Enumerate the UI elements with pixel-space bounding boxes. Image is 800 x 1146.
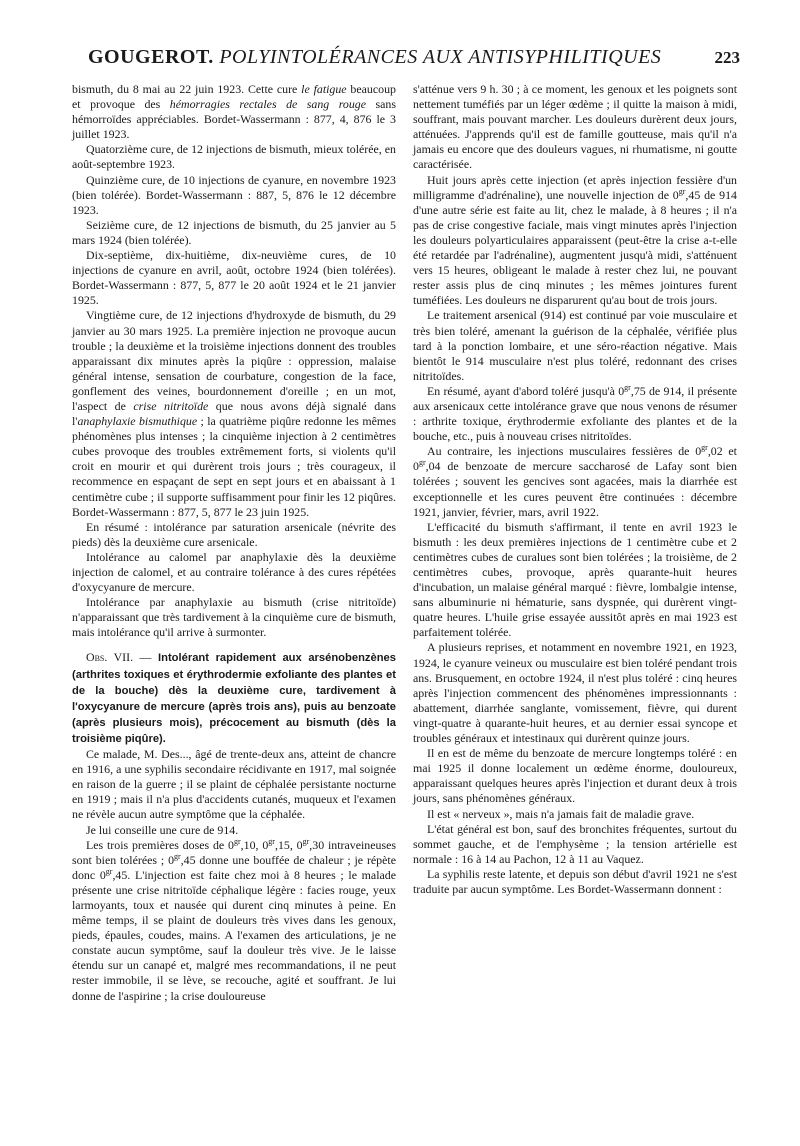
paragraph: L'efficacité du bismuth s'affirmant, il tente en avril 1923 le bismuth : les deux premières injections de 1 centimètre cube et 2 centimètres cubes de curalues sont bien tolérées ; la troisième, de 2 centimètres cubes, provoque, après quarante-huit heures d'incubation, un malaise général marqué : fièvre, lombalgie intense, sans albuminurie ni hématurie, sans dyspnée, qui durèrent vingt-quatre heures. L'huile grise essayée aussitôt après en mai 1923 est parfaitement tolérée. — [413, 519, 737, 640]
paragraph: Seizième cure, de 12 injections de bismuth, du 25 janvier au 5 mars 1924 (bien tolérée). — [72, 217, 396, 247]
paragraph: Intolérance au calomel par anaphylaxie dès la deuxième injection de calomel, et au contraire tolérance à des cures répétées d'oxycyanure de mercure. — [72, 549, 396, 595]
text-run: sans hémorroïdes appréciables. Bordet-Wassermann : 877, 4, 876 le 3 juillet 1923. — [72, 97, 396, 142]
text-run: Vingtième cure, de 12 injections d'hydroxyde de bismuth, du 29 janvier au 30 mars 1925. La première injection ne provoque aucun trouble ; la deuxième et la troisième injections donnent des troubles apparaissant dix minutes après la piqûre : oppression, malaise général intense, sensation de courbature, congestion de la face, gonflement des veines, bourdonnement d'oreille ; en un mot, l'aspect de — [72, 308, 396, 413]
paragraph: Je lui conseille une cure de 914. — [86, 822, 239, 837]
paragraph: Quatorzième cure, de 12 injections de bismuth, mieux tolérée, en août-septembre 1923. — [72, 142, 396, 172]
running-title — [88, 46, 661, 69]
running-header — [88, 40, 740, 76]
paragraph: En résumé, ayant d'abord toléré jusqu'à $0^{gr},75$ de 914, il présente aux arsenicaux cette intolérance grave que nous venons de résumer : arthrite toxique, érythrodermie exfoliante des plantes et de la bouche, etc., puis à nouveau crises nitritoïdes. — [413, 382, 737, 444]
observation-label: Obs. VII. — — [86, 650, 152, 665]
paragraph: En résumé : intolérance par saturation arsenicale (névrite des pieds) dès la deuxième cure arsenicale. — [72, 519, 396, 549]
italic-text: hémorragies rectales de sang rouge — [169, 97, 367, 112]
paragraph: Dix-septième, dix-huitième, dix-neuvième cures, de 10 injections de cyanure en avril, août, octobre 1924 (bien tolérées). Bordet-Wassermann : 877, 5, 877 le 20 août 1924 et le 21 janvier 1925. — [72, 248, 396, 308]
paragraph: L'état général est bon, sauf des bronchites fréquentes, surtout du sommet gauche, et de l'emphysème ; la tension artérielle est normale : 16 à 14 au Pachon, 12 à 11 au Vaquez. — [413, 821, 737, 866]
right-column — [413, 82, 737, 897]
paragraph: La syphilis reste latente, et depuis son début d'avril 1921 ne s'est traduite par aucun symptôme. Les Bordet-Wassermann donnent : — [413, 866, 737, 896]
paragraph — [72, 308, 396, 519]
observation-heading — [72, 650, 396, 747]
text-run: que nous avons déjà signalé dans l' — [72, 398, 396, 429]
italic-text: le fatigue — [301, 82, 347, 96]
observation-summary: Intolérant rapidement aux arsénobenzènes (arthrites toxiques et érythrodermie exfoliante des plantes et de la bouche) dès la deuxième cure, tardivement à l'oxycyanure de mercure (après trois ans), puis au benzoate (après plusieurs mois), précocement au bismuth (dès la troisième piqûre). — [72, 652, 396, 745]
text-run: beaucoup et provoque des — [72, 82, 396, 112]
paragraph: Les trois premières doses de $0^{gr},10$, $0^{gr},15$, $0^{gr},30$ intraveineuses sont bien tolérées ; $0^{gr},45$ donne une bouffée de chaleur ; je répète donc $0^{gr},45$. L'injection est faite chez moi à 8 heures ; le malade présente une crise nitritoïde céphalique légère : facies rouge, yeux larmoyants, toux et nausée qui durent cinq minutes à peine. En même temps, il se plaint de douleurs très vives dans les genoux, pieds, épaules, coudes, mains. A l'examen des articulations, je ne constate aucun symptôme, sauf la douleur très vive. Je le laisse étendu sur un canapé et, malgré mes recommandations, il ne peut rester immobile, il se lève, se recouche, agité et souffrant. Je lui donne de l'aspirine ; la crise douloureuse — [72, 836, 396, 1003]
text-run: bismuth, du 8 mai au 22 juin 1923. Cette cure — [72, 82, 302, 96]
header-subject: POLYINTOLÉRANCES AUX ANTISYPHILITIQUES — [219, 46, 662, 68]
header-author: GOUGEROT. — [88, 46, 214, 68]
paragraph: Le traitement arsenical (914) est continué par voie musculaire et très bien toléré, amenant la guérison de la céphalée, vérifiée plus tard à la ponction lombaire, et une séro-réaction négative. Mais bientôt le 914 musculaire n'est plus toléré, redonnant des crises nitritoïdes. — [413, 308, 737, 383]
paragraph: Ce malade, M. Des..., âgé de trente-deux ans, atteint de chancre en 1916, a une syphilis secondaire récidivante en 1917, mal soignée en raison de la guerre ; il se plaint de céphalée persistante nocturne en 1919 ; mais il n'a plus d'accidents cutanés, muqueux et l'examen ne révèle aucun autre symptôme que la céphalée. — [72, 747, 396, 822]
paragraph: Il en est de même du benzoate de mercure longtemps toléré : en mai 1925 il donne localement un œdème énorme, douloureux, apparaissant quelques heures après l'injection et durant deux à trois jours, sans phénomènes généraux. — [413, 746, 737, 806]
paragraph: Quinzième cure, de 10 injections de cyanure, en novembre 1923 (bien tolérée). Bordet-Wassermann : 887, 5, 876 le 12 décembre 1923. — [72, 172, 396, 217]
italic-text: anaphylaxie bismuthique — [77, 414, 198, 429]
text-run: ; la quatrième piqûre redonne les mêmes phénomènes plus intenses ; la cinquième injection à 2 centimètres cubes provoque des troubles extrêmement forts, si violents qu'il croit en mourir et qui durèrent trois jours ; très courageux, il recommence en espaçant de sept en sept jours et en abaissant à 1 centimètre cube ; il supporte suffisamment pour finir les 12 piqûres. Bordet-Wassermann : 877, 5, 877 le 23 juin 1925. — [72, 414, 396, 519]
paragraph: Huit jours après cette injection (et après injection fessière d'un milligramme d'adrénaline), une nouvelle injection de $0^{gr},45$ de 914 d'une autre série est faite au lit, chez le malade, à 8 heures ; il n'a pas de crise congestive faciale, mais vingt minutes après l'injection les douleurs polyarticulaires apparaissent (peut-être la crise a-t-elle été retardée par l'adrénaline), augmentent jusqu'à midi, s'atténuent vers 15 heures, obligeant le malade à rester chez lui, ne pouvant rester assis plus de cinq minutes ; les mêmes jointures furent tuméfiées. Les douleurs ne disparurent qu'au bout de trois jours. — [413, 172, 737, 308]
italic-text: crise nitritoïde — [133, 398, 209, 413]
paragraph: Il est « nerveux », mais n'a jamais fait de maladie grave. — [427, 806, 695, 821]
paragraph — [72, 82, 396, 142]
paragraph: Intolérance par anaphylaxie au bismuth (crise nitritoïde) n'apparaissant que très tardivement à la cinquième cure de bismuth, mais intolérance qu'il arrive à surmonter. — [72, 595, 396, 640]
paragraph: s'atténue vers 9 h. 30 ; à ce moment, les genoux et les poignets sont nettement tuméfiés par un léger œdème ; il quitte la maison à midi, souffrant, mais pouvant marcher. Les douleurs durèrent deux jours, atténuées. J'apprends qu'il est de famille goutteuse, mais qu'il n'a jamais eu encore que des douleurs vagues, ni rhumatisme, ni goutte caractérisée. — [413, 82, 737, 172]
page-number: 223 — [714, 48, 740, 67]
paragraph: A plusieurs reprises, et notamment en novembre 1921, en 1923, 1924, le cyanure veineux ou musculaire est bien toléré pendant trois ans. Brusquement, en octobre 1924, il n'est plus toléré : cinq heures après l'injection commencent des phénomènes impressionnants : abattement, diarrhée sanglante, vomissement, fièvre, qui durent vingt-quatre à quarante-huit heures, et au dernier essai syncope et troubles généraux et intestinaux qui durèrent quinze jours. — [413, 640, 737, 746]
left-column — [72, 82, 396, 1004]
paragraph: Au contraire, les injections musculaires fessières de $0^{gr},02$ et $0^{gr},04$ de benzoate de mercure saccharosé de Lafay sont bien tolérées ; souvent les gencives sont agacées, mais la diarrhée est exceptionnelle et les cures peuvent être continuées : décembre 1921, janvier, février, mars, avril 1922. — [413, 443, 737, 519]
